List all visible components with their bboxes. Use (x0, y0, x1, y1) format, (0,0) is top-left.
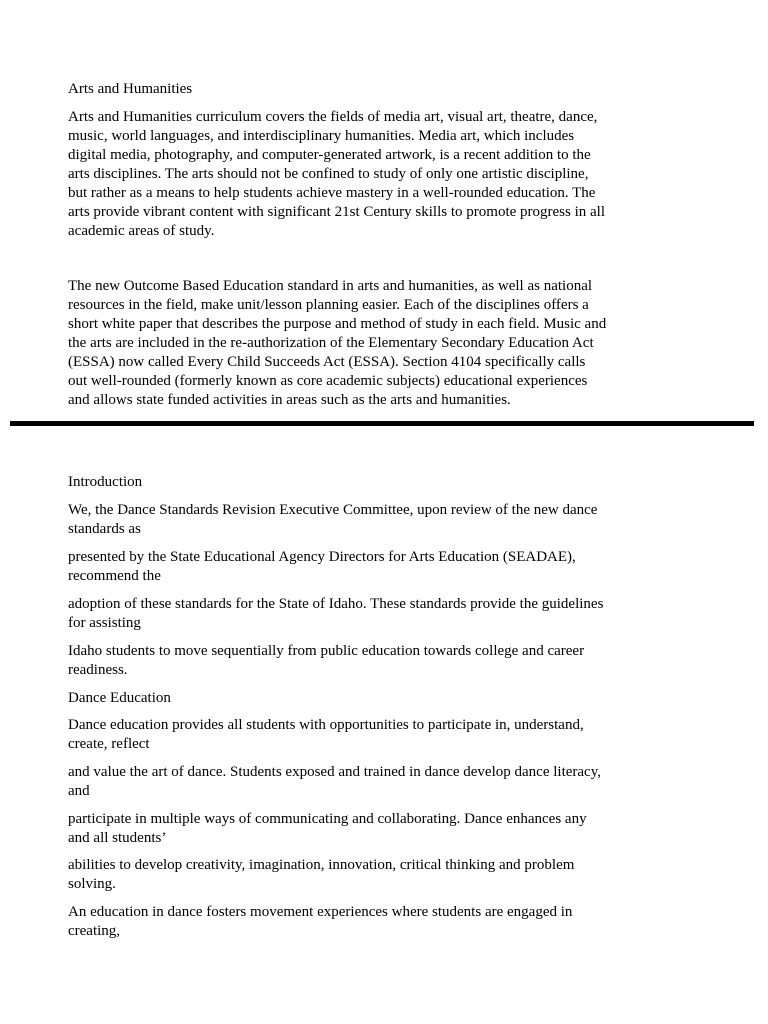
intro-paragraph-1 (68, 501, 718, 539)
text-line: standards as (68, 521, 141, 537)
dance-paragraph-1 (68, 716, 718, 754)
text-line: resources in the field, make unit/lesson planning easier. Each of the disciplines offers a (68, 297, 589, 313)
dance-paragraph-5 (68, 903, 718, 941)
intro-paragraph-3 (68, 595, 718, 633)
text-line: Idaho students to move sequentially from public education towards college and career (68, 643, 585, 659)
text-line: participate in multiple ways of communicating and collaborating. Dance enhances any (68, 811, 587, 827)
section-divider (10, 421, 754, 426)
text-line: The new Outcome Based Education standard in arts and humanities, as well as national (68, 278, 593, 294)
intro-paragraph-2 (68, 548, 718, 586)
text-line: but rather as a means to help students achieve mastery in a well-rounded education. The (68, 185, 596, 201)
text-line: recommend the (68, 568, 161, 584)
arts-paragraph-2 (68, 277, 718, 410)
arts-paragraph-1 (68, 108, 718, 241)
text-line: creating, (68, 923, 121, 939)
text-line: and value the art of dance. Students exposed and trained in dance develop dance literacy, (68, 764, 601, 780)
dance-paragraph-2 (68, 763, 718, 801)
text-line: abilities to develop creativity, imagination, innovation, critical thinking and problem (68, 857, 575, 873)
text-line: and (68, 783, 90, 799)
text-line: readiness. (68, 662, 128, 678)
text-line: arts disciplines. The arts should not be confined to study of only one artistic discipline, (68, 166, 589, 182)
dance-paragraph-3 (68, 810, 718, 848)
text-line: academic areas of study. (68, 223, 215, 239)
intro-paragraph-4 (68, 642, 718, 680)
text-line: and allows state funded activities in areas such as the arts and humanities. (68, 392, 511, 408)
dance-education-heading: Dance Education (68, 690, 171, 706)
text-line: the arts are included in the re-authorization of the Elementary Secondary Education Act (68, 335, 594, 351)
text-line: We, the Dance Standards Revision Executive Committee, upon review of the new dance (68, 502, 598, 518)
text-line: Arts and Humanities curriculum covers the fields of media art, visual art, theatre, dance, (68, 109, 598, 125)
introduction-heading: Introduction (68, 474, 143, 490)
text-line: adoption of these standards for the State of Idaho. These standards provide the guidelines (68, 596, 604, 612)
text-line: for assisting (68, 615, 141, 631)
dance-paragraph-4 (68, 856, 718, 894)
text-line: and all students’ (68, 830, 167, 846)
text-line: digital media, photography, and computer-generated artwork, is a recent addition to the (68, 147, 591, 163)
arts-heading: Arts and Humanities (68, 81, 193, 97)
text-line: presented by the State Educational Agency Directors for Arts Education (SEADAE), (68, 549, 576, 565)
text-line: create, reflect (68, 736, 150, 752)
text-line: solving. (68, 876, 116, 892)
text-line: music, world languages, and interdisciplinary humanities. Media art, which includes (68, 128, 575, 144)
text-line: arts provide vibrant content with significant 21st Century skills to promote progress in all (68, 204, 605, 220)
text-line: short white paper that describes the purpose and method of study in each field. Music and (68, 316, 607, 332)
text-line: An education in dance fosters movement experiences where students are engaged in (68, 904, 573, 920)
text-line: (ESSA) now called Every Child Succeeds Act (ESSA). Section 4104 specifically calls (68, 354, 586, 370)
text-line: out well-rounded (formerly known as core academic subjects) educational experiences (68, 373, 588, 389)
text-line: Dance education provides all students with opportunities to participate in, understand, (68, 717, 584, 733)
